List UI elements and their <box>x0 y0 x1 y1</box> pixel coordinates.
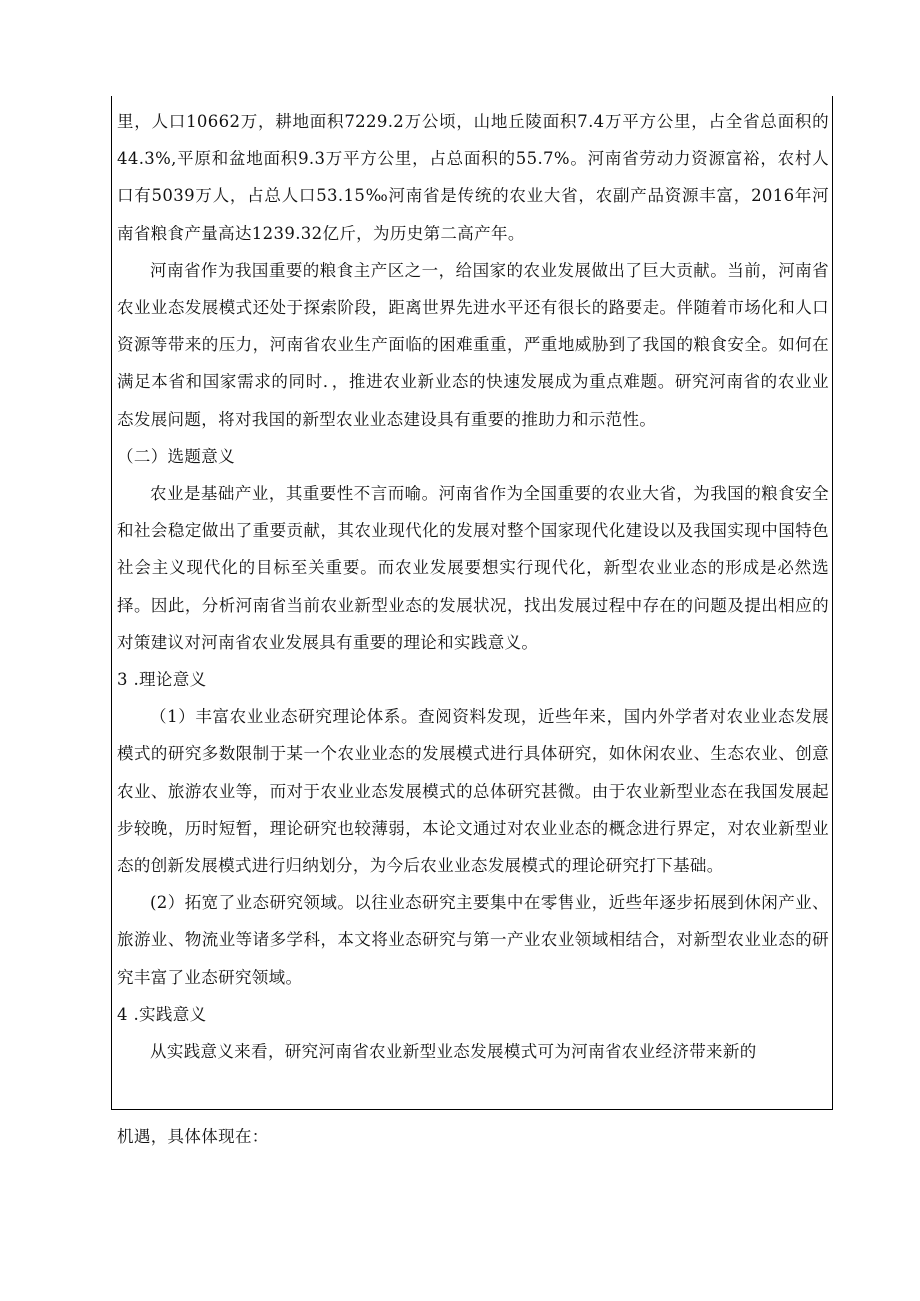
paragraph-background: 河南省作为我国重要的粮食主产区之一，给国家的农业发展做出了巨大贡献。当前，河南省农业业态发展模式还处于探索阶段，距离世界先进水平还有很长的路要走。伴随着市场化和人口资源等带来的压力，河南省农业生产面临的困难重重，严重地威胁到了我国的粮食安全。如何在满足本省和国家需求的同时．，推进农业新业态的快速发展成为重点难题。研究河南省的农业业态发展问题，将对我国的新型农业业态建设具有重要的推助力和示范性。 <box>117 260 829 429</box>
section-heading-theory: 3 .理论意义 <box>117 670 207 690</box>
paragraph-theory-2: (2）拓宽了业态研究领域。以往业态研究主要集中在零售业，近些年逐步拓展到休闲产业、旅游业、物流业等诸多学科，本文将业态研究与第一产业农业领域相结合，对新型农业业态的研究丰富了业态研究领域。 <box>117 893 829 987</box>
document-body <box>117 103 829 1070</box>
section-heading-practice: 4 .实践意义 <box>117 1004 207 1024</box>
paragraph-theory-1: （1）丰富农业业态研究理论体系。查阅资料发现，近些年来，国内外学者对农业业态发展模式的研究多数限制于某一个农业业态的发展模式进行具体研究，如休闲农业、生态农业、创意农业、旅游农业等，而对于农业业态发展模式的总体研究甚微。由于农业新型业态在我国发展起步较晚，历时短暂，理论研究也较薄弱，本论文通过对农业业态的概念进行界定，对农业新型业态的创新发展模式进行归纳划分，为今后农业业态发展模式的理论研究打下基础。 <box>117 707 829 876</box>
paragraph-intro: 里，人口10662万，耕地面积7229.2万公顷，山地丘陵面积7.4万平方公里，占全省总面积的44.3%,平原和盆地面积9.3万平方公里，占总面积的55.7%。河南省劳动力资源富裕，农村人口有5039万人，占总人口53.15‰河南省是传统的农业大省，农副产品资源丰富，2016年河南省粮食产量高达1239.32亿斤，为历史第二高产年。 <box>117 112 829 243</box>
section-heading-significance: （二）选题意义 <box>117 446 235 466</box>
paragraph-practice: 从实践意义来看，研究河南省农业新型业态发展模式可为河南省农业经济带来新的 <box>150 1042 757 1062</box>
paragraph-significance: 农业是基础产业，其重要性不言而喻。河南省作为全国重要的农业大省，为我国的粮食安全和社会稳定做出了重要贡献，其农业现代化的发展对整个国家现代化建设以及我国实现中国特色社会主义现代化的目标至关重要。而农业发展要想实行现代化，新型农业业态的形成是必然选择。因此，分析河南省当前农业新型业态的发展状况，找出发展过程中存在的问题及提出相应的对策建议对河南省农业发展具有重要的理论和实践意义。 <box>117 484 829 652</box>
paragraph-practice-continuation: 机遇，具体体现在： <box>117 1127 269 1146</box>
